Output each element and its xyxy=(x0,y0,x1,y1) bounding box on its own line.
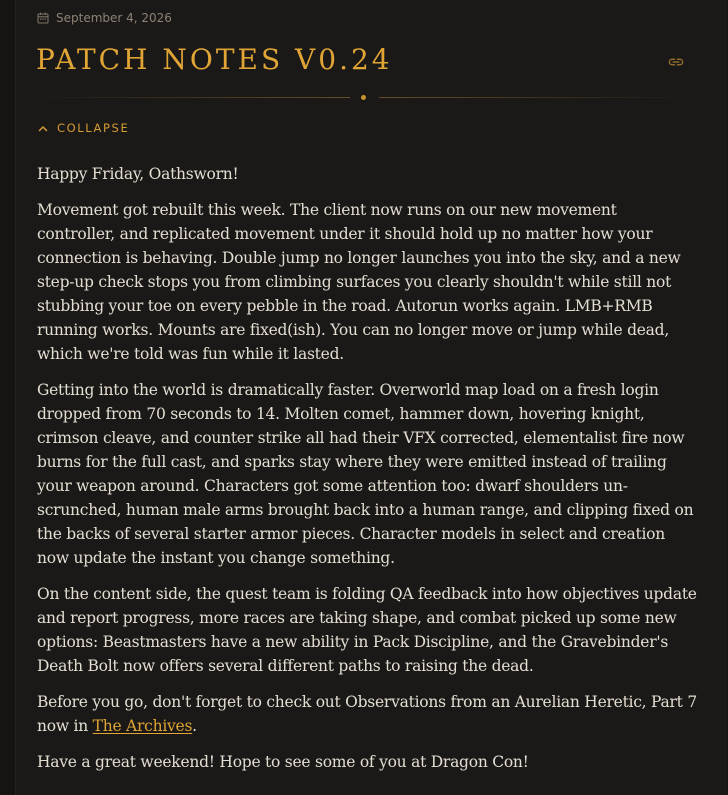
title-divider-ornament xyxy=(361,95,366,100)
post-date: September 4, 2026 xyxy=(56,11,172,25)
collapse-toggle[interactable] xyxy=(38,121,129,135)
paragraph-greeting: Happy Friday, Oathsworn! xyxy=(37,165,239,183)
post-title: PATCH NOTES V0.24 xyxy=(36,43,393,76)
archives-link[interactable]: The Archives xyxy=(92,717,193,735)
archives-text: Before you go, don't forget to check out Observations from an Aurelian Heretic, Part 7 now in xyxy=(37,693,697,735)
paragraph-archives xyxy=(37,690,697,738)
paragraph-closing: Have a great weekend! Hope to see some of you at Dragon Con! xyxy=(37,753,529,771)
paragraph-content: On the content side, the quest team is folding QA feedback into how objectives update and report progress, more races are taking shape, and combat picked up some new options: Beastmasters have a new ability in Pack Discipline, and the Gravebinder's Death Bolt now offers several different paths to raising the dead. xyxy=(37,585,697,675)
link-icon xyxy=(668,52,684,71)
archives-period: . xyxy=(192,717,197,735)
title-divider-left xyxy=(37,97,350,98)
copy-link-button[interactable] xyxy=(666,52,686,70)
chevron-up-icon xyxy=(38,121,48,135)
paragraph-movement: Movement got rebuilt this week. The client now runs on our new movement controller, and replicated movement under it should hold up no matter how your connection is behaving. Double jump no longer launches you into the sky, and a new step-up check stops you from climbing surfaces you clearly shouldn't while still not stubbing your toe on every pebble in the road. Autorun works again. LMB+RMB running works. Mounts are fixed(ish). You can no longer move or jump while dead, which we're told was fun while it lasted. xyxy=(37,201,681,363)
calendar-icon xyxy=(37,12,49,24)
post-meta xyxy=(37,11,172,25)
title-divider-right xyxy=(379,97,689,98)
collapse-label: COLLAPSE xyxy=(57,121,130,135)
post-body xyxy=(37,162,697,786)
paragraph-world: Getting into the world is dramatically faster. Overworld map load on a fresh login dropped from 70 seconds to 14. Molten comet, hammer down, hovering knight, crimson cleave, and counter strike all had their VFX corrected, elementalist fire now burns for the full cast, and sparks stay where they were emitted instead of trailing your weapon around. Characters got some attention too: dwarf shoulders un-scrunched, human male arms brought back into a human range, and clipping fixed on the backs of several starter armor pieces. Character models in select and creation now update the instant you change something. xyxy=(37,381,694,567)
